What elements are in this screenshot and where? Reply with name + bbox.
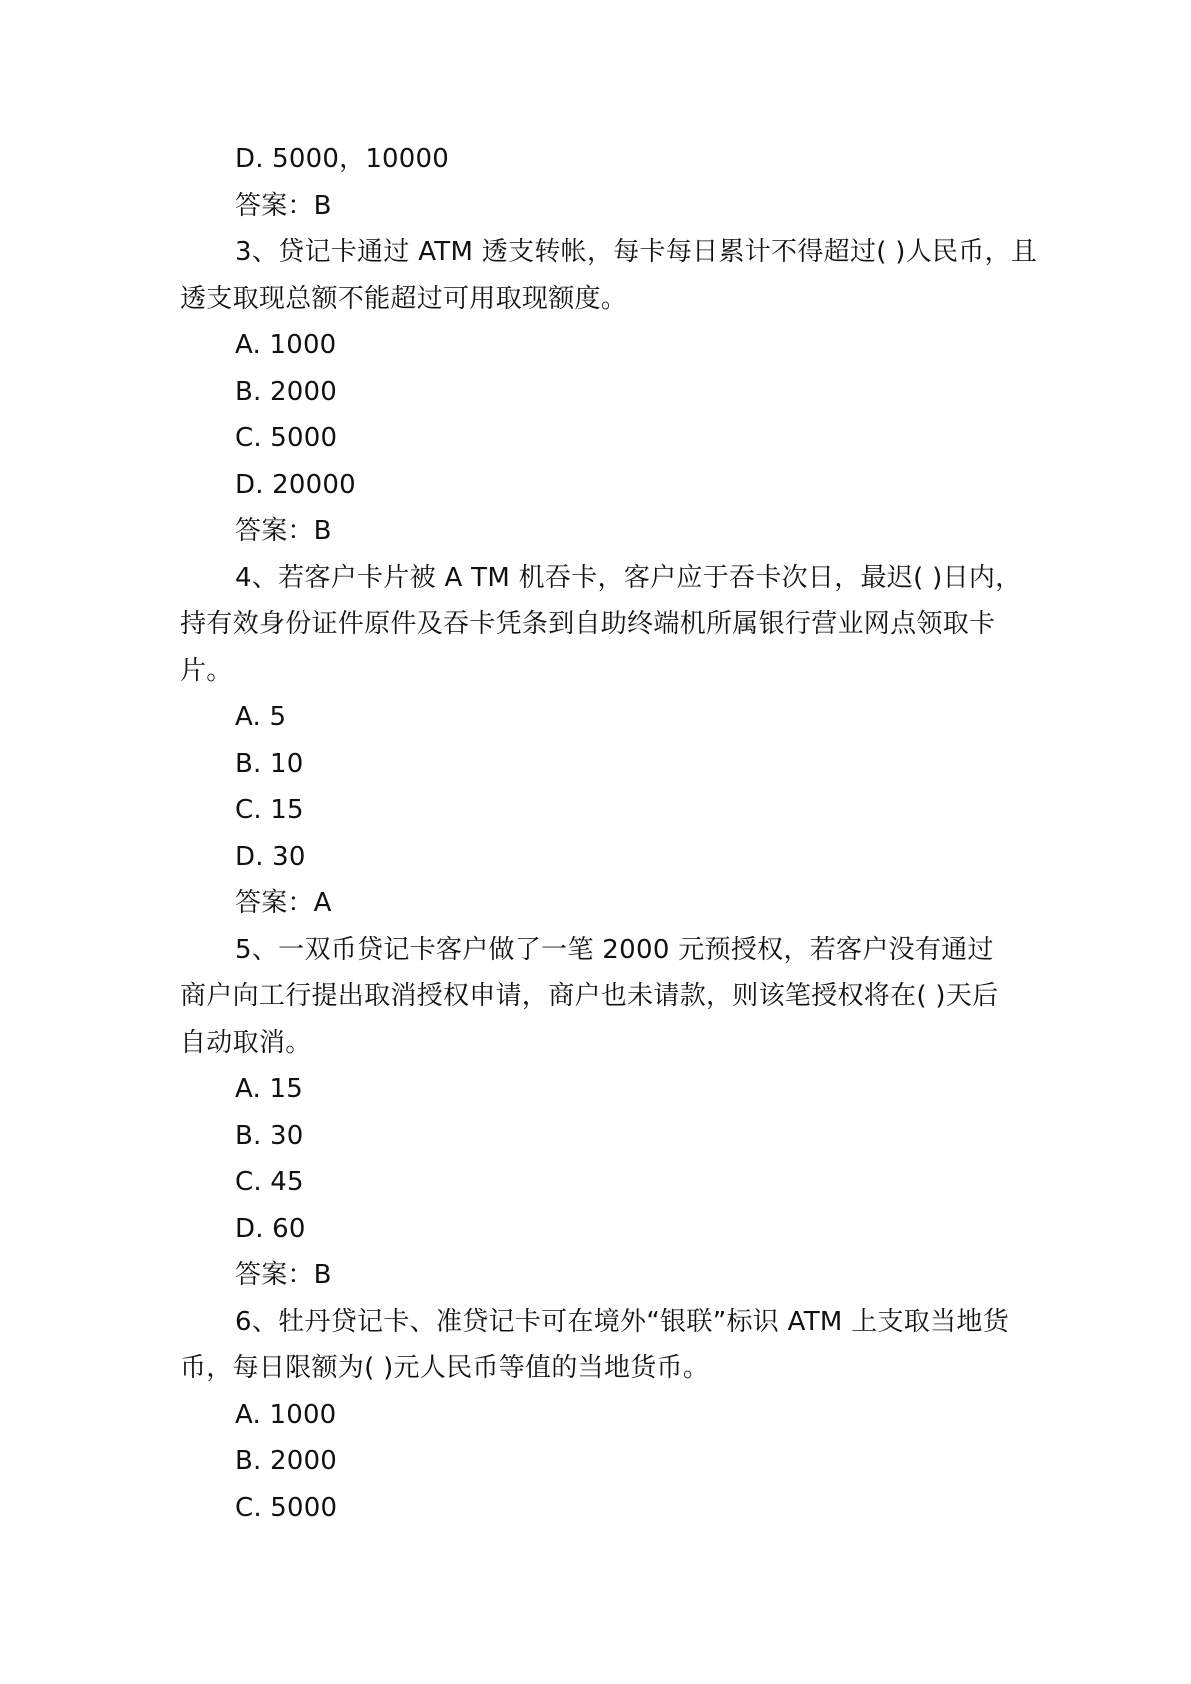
option: B. 2000 xyxy=(235,1446,337,1476)
option: B. 2000 xyxy=(235,376,337,407)
option-d: D. 5000，10000 xyxy=(235,144,450,174)
option: C. 45 xyxy=(235,1167,304,1197)
question-text: 3、贷记卡通过 ATM 透支转帐，每卡每日累计不得超过( )人民币，且透支取现总额不能超过可用取现额度。 xyxy=(180,237,1038,314)
option: A. 1000 xyxy=(235,1399,337,1430)
question-text: 5、一双币贷记卡客户做了一笔 2000 元预授权，若客户没有通过商户向工行提出取消授权申请，商户也未请款，则该笔授权将在( )天后自动取消。 xyxy=(180,934,999,1058)
option: C. 5000 xyxy=(235,1492,338,1523)
option: B. 10 xyxy=(235,748,304,779)
document-body xyxy=(180,136,1040,1531)
answer: 答案：B xyxy=(235,190,332,221)
option: C. 5000 xyxy=(235,423,338,453)
option: C. 15 xyxy=(235,795,304,825)
option: B. 30 xyxy=(235,1120,304,1151)
question-text: 4、若客户卡片被 A TM 机吞卡，客户应于吞卡次日，最迟( )日内，持有效身份证件原件及吞卡凭条到自助终端机所属银行营业网点领取卡片。 xyxy=(180,562,1022,686)
answer: 答案：B xyxy=(235,1260,332,1290)
answer: 答案：A xyxy=(235,888,332,918)
option: A. 1000 xyxy=(235,330,337,360)
option: D. 20000 xyxy=(235,469,356,500)
option: D. 30 xyxy=(235,841,306,872)
option: A. 5 xyxy=(235,702,287,732)
option: D. 60 xyxy=(235,1213,306,1244)
answer: 答案：B xyxy=(235,516,332,546)
question-text: 6、牡丹贷记卡、准贷记卡可在境外“银联”标识 ATM 上支取当地货币，每日限额为( )元人民币等值的当地货币。 xyxy=(180,1306,1009,1383)
option: A. 15 xyxy=(235,1074,303,1104)
